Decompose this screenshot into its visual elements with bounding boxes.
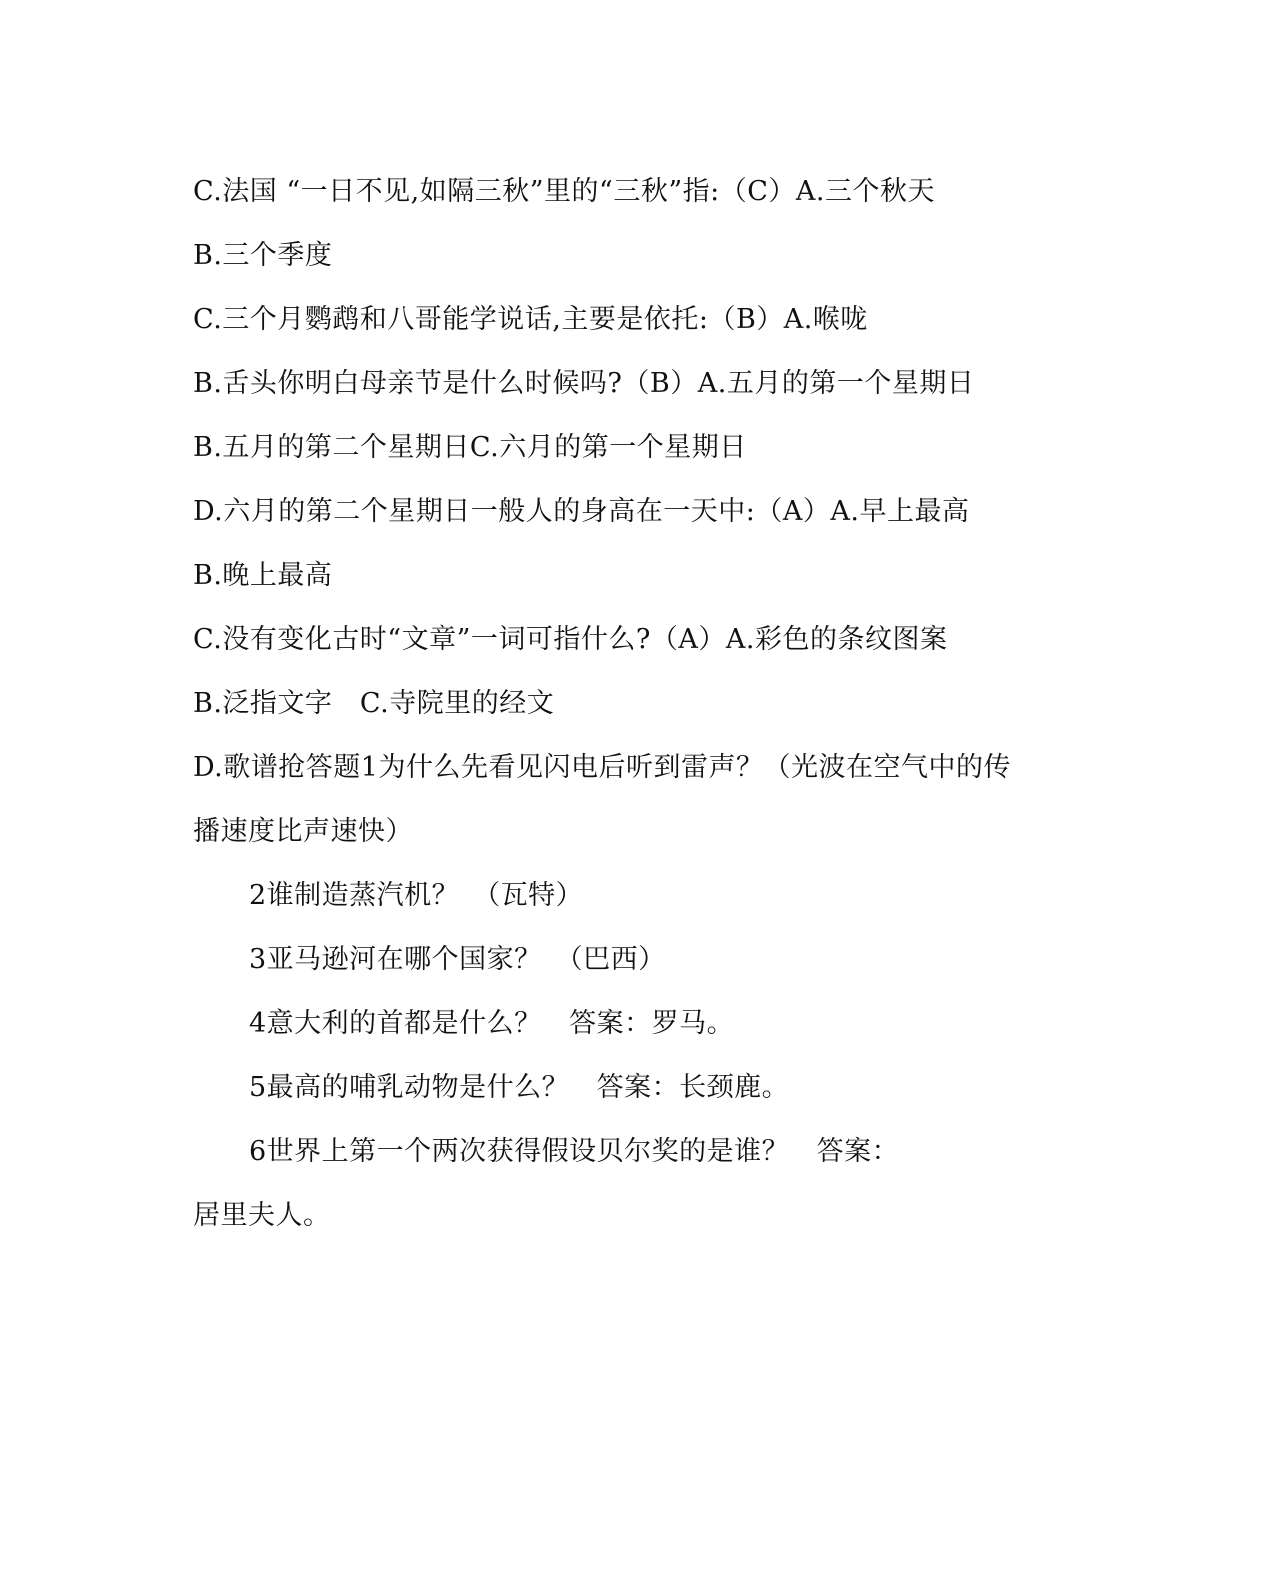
text-line: B.三个季度 xyxy=(193,240,333,271)
text-line: D.六月的第二个星期日一般人的身高在一天中:（A）A.早上最高 xyxy=(193,496,970,527)
text-line: 5最高的哺乳动物是什么？ 答案：长颈鹿。 xyxy=(249,1072,790,1103)
text-line: C.三个月鹦鹉和八哥能学说话,主要是依托:（B）A.喉咙 xyxy=(193,304,868,335)
text-line: D.歌谱抢答题1为什么先看见闪电后听到雷声？（光波在空气中的传 xyxy=(193,752,1011,783)
quiz-text-block xyxy=(193,160,1053,1248)
text-line: B.泛指文字 C.寺院里的经文 xyxy=(193,688,555,719)
text-line: 2谁制造蒸汽机？ （瓦特） xyxy=(249,880,584,911)
text-line: 居里夫人。 xyxy=(193,1200,331,1231)
text-line: 3亚马逊河在哪个国家？ （巴西） xyxy=(249,944,666,975)
text-line: B.舌头你明白母亲节是什么时候吗?（B）A.五月的第一个星期日 xyxy=(193,368,975,399)
text-line: 6世界上第一个两次获得假设贝尔奖的是谁？ 答案： xyxy=(249,1136,900,1167)
text-line: B.五月的第二个星期日C.六月的第一个星期日 xyxy=(193,432,747,463)
text-line: C.法国 “一日不见,如隔三秋”里的“三秋”指:（C）A.三个秋天 xyxy=(193,176,935,207)
text-line: B.晚上最高 xyxy=(193,560,333,591)
text-line: 播速度比声速快） xyxy=(193,816,413,847)
text-line: C.没有变化古时“文章”一词可指什么?（A）A.彩色的条纹图案 xyxy=(193,624,948,655)
text-line: 4意大利的首都是什么？ 答案：罗马。 xyxy=(249,1008,735,1039)
